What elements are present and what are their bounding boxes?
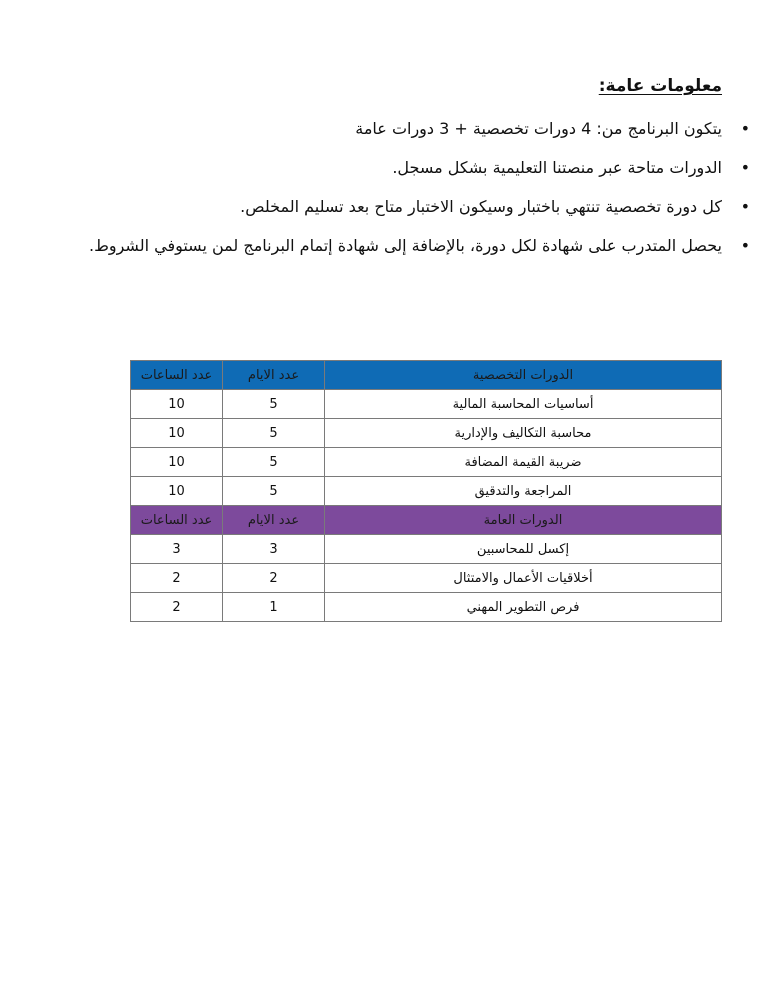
days-cell: 5	[223, 477, 325, 506]
hours-cell: 10	[131, 477, 223, 506]
days-cell: 5	[223, 390, 325, 419]
table-row	[131, 593, 722, 622]
bullet-icon: •	[740, 119, 750, 138]
courses-table	[130, 360, 722, 622]
days-cell: 2	[223, 564, 325, 593]
column-header-hours: عدد الساعات	[131, 361, 223, 390]
table-row	[131, 535, 722, 564]
general-info-heading: معلومات عامة:	[598, 76, 722, 96]
days-cell: 5	[223, 419, 325, 448]
column-header-days: عدد الايام	[223, 506, 325, 535]
hours-cell: 10	[131, 390, 223, 419]
days-cell: 3	[223, 535, 325, 564]
list-item	[22, 194, 750, 233]
column-header-hours: عدد الساعات	[131, 506, 223, 535]
list-item-text: يتكون البرنامج من: 4 دورات تخصصية + 3 دورات عامة	[355, 119, 722, 138]
hours-cell: 2	[131, 564, 223, 593]
column-header-days: عدد الايام	[223, 361, 325, 390]
hours-cell: 2	[131, 593, 223, 622]
list-item-text: كل دورة تخصصية تنتهي باختبار وسيكون الاختبار متاح بعد تسليم المخلص.	[240, 197, 722, 216]
list-item	[22, 233, 750, 272]
table-row	[131, 477, 722, 506]
list-item-text: يحصل المتدرب على شهادة لكل دورة، بالإضافة إلى شهادة إتمام البرنامج لمن يستوفي الشروط.	[88, 236, 722, 255]
table-row	[131, 448, 722, 477]
table-row	[131, 419, 722, 448]
table-row	[131, 390, 722, 419]
hours-cell: 3	[131, 535, 223, 564]
course-name-cell: المراجعة والتدقيق	[325, 477, 722, 506]
list-item-text: الدورات متاحة عبر منصتنا التعليمية بشكل مسجل.	[392, 158, 722, 177]
days-cell: 5	[223, 448, 325, 477]
course-name-cell: أخلاقيات الأعمال والامتثال	[325, 564, 722, 593]
bullet-icon: •	[740, 158, 750, 177]
courses-table-container	[130, 360, 721, 622]
column-header-course: الدورات العامة	[325, 506, 722, 535]
bullet-icon: •	[740, 236, 750, 255]
column-header-course: الدورات التخصصية	[325, 361, 722, 390]
course-name-cell: فرص التطوير المهني	[325, 593, 722, 622]
course-name-cell: أساسيات المحاسبة المالية	[325, 390, 722, 419]
hours-cell: 10	[131, 448, 223, 477]
list-item	[22, 155, 750, 194]
course-name-cell: محاسبة التكاليف والإدارية	[325, 419, 722, 448]
specialized-header-row	[131, 361, 722, 390]
course-name-cell: إكسل للمحاسبين	[325, 535, 722, 564]
days-cell: 1	[223, 593, 325, 622]
list-item	[22, 116, 750, 155]
table-row	[131, 564, 722, 593]
general-header-row	[131, 506, 722, 535]
hours-cell: 10	[131, 419, 223, 448]
course-name-cell: ضريبة القيمة المضافة	[325, 448, 722, 477]
general-info-list	[22, 116, 750, 272]
bullet-icon: •	[740, 197, 750, 216]
